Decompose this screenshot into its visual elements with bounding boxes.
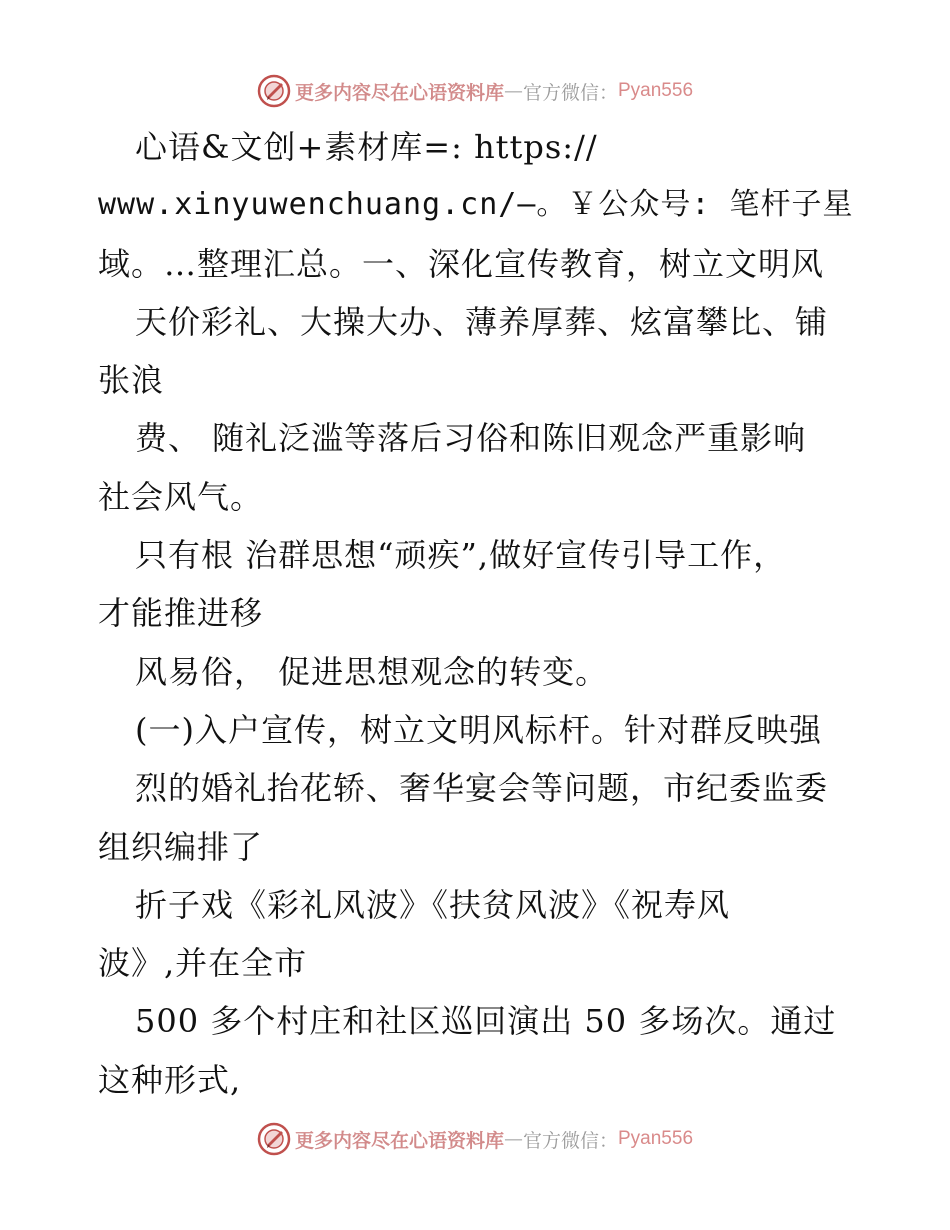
watermark-main-text: 更多内容尽在心语资料库 [294, 1129, 504, 1152]
watermark-main-text: 更多内容尽在心语资料库 [294, 81, 504, 104]
watermark-official-label: 官方微信： [522, 81, 618, 104]
text-line: 风易俗， 促进思想观念的转变。 [135, 652, 609, 691]
text-line: 波》,并在全市 [98, 944, 308, 983]
text-line: 社会风气。 [98, 477, 264, 516]
watermark-header [0, 71, 950, 111]
text-line: 域。…整理汇总。一、深化宣传教育，树立文明风 [98, 244, 825, 283]
text-line: (一)入户宣传，树立文明风标杆。针对群反映强 [135, 710, 822, 749]
text-line: 组织编排了 [98, 827, 264, 866]
text-line: 折子戏《彩礼风波》《扶贫风波》《祝寿风 [135, 885, 731, 924]
text-line: 张浪 [98, 361, 165, 400]
text-line: 烈的婚礼抬花轿、奢华宴会等问题，市纪委监委 [135, 769, 829, 808]
text-line: 这种形式, [98, 1060, 242, 1099]
document-body [98, 118, 858, 1109]
watermark-wechat-id: Pyan556 [618, 80, 694, 101]
watermark-separator: — [503, 80, 523, 102]
text-line: 500 多个村庄和社区巡回演出 50 多场次。通过 [135, 1002, 837, 1041]
text-line: 只有根 治群思想“顽疾”,做好宣传引导工作， [135, 536, 787, 575]
text-line: www.xinyuwenchuang.cn/—。￥公众号: 笔杆子星 [98, 187, 854, 223]
text-line: 天价彩礼、大操大办、薄养厚葬、炫富攀比、铺 [135, 302, 829, 341]
brand-logo-icon [257, 74, 291, 108]
watermark-footer [0, 1119, 950, 1159]
text-line: 费、 随礼泛滥等落后习俗和陈旧观念严重影响 [135, 419, 807, 458]
text-line: 心语&文创+素材库=: https:// [135, 128, 598, 166]
watermark-official-label: 官方微信： [522, 1129, 618, 1152]
text-line: 才能推进移 [98, 594, 264, 633]
watermark-wechat-id: Pyan556 [618, 1128, 694, 1149]
brand-logo-icon [257, 1122, 291, 1156]
watermark-separator: — [503, 1128, 523, 1150]
